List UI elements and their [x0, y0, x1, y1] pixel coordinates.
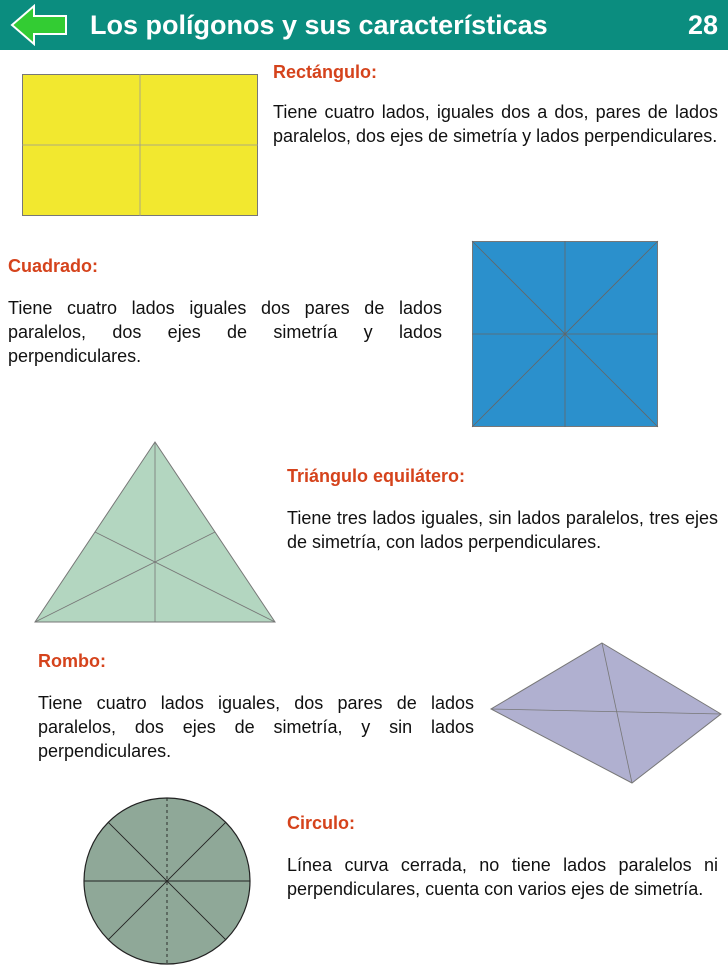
rectangle-figure — [22, 74, 258, 216]
section-title-rombo: Rombo: — [38, 651, 106, 671]
section-text-rombo: Tiene cuatro lados iguales, dos pares de lados paralelos, dos ejes de simetría, y sin lados perpendiculares. — [38, 693, 474, 761]
green-left-arrow-icon[interactable] — [10, 4, 70, 46]
circle-figure — [83, 797, 251, 965]
triangle-figure — [34, 441, 276, 623]
section-title-circulo: Circulo: — [287, 813, 356, 833]
section-title-cuadrado: Cuadrado: — [8, 256, 98, 276]
square-figure — [472, 241, 658, 427]
section-title-rectangulo: Rectángulo: — [273, 62, 378, 82]
rhombus-figure — [490, 642, 722, 784]
section-text-rectangulo: Tiene cuatro lados, iguales dos a dos, pares de lados paralelos, dos ejes de simetría y lados perpendiculares. — [273, 102, 718, 146]
section-text-cuadrado: Tiene cuatro lados iguales dos pares de lados paralelos, dos ejes de simetría y lados perpendiculares. — [8, 298, 442, 366]
header-bar — [0, 0, 728, 50]
section-title-triangulo: Triángulo equilátero: — [287, 466, 466, 486]
page-title: Los polígonos y sus características — [90, 10, 548, 40]
page-number: 28 — [687, 10, 718, 40]
section-text-circulo: Línea curva cerrada, no tiene lados paralelos ni perpendiculares, cuenta con varios ejes de simetría. — [287, 855, 718, 899]
section-text-triangulo: Tiene tres lados iguales, sin lados paralelos, tres ejes de simetría, con lados perpendiculares. — [287, 508, 718, 552]
